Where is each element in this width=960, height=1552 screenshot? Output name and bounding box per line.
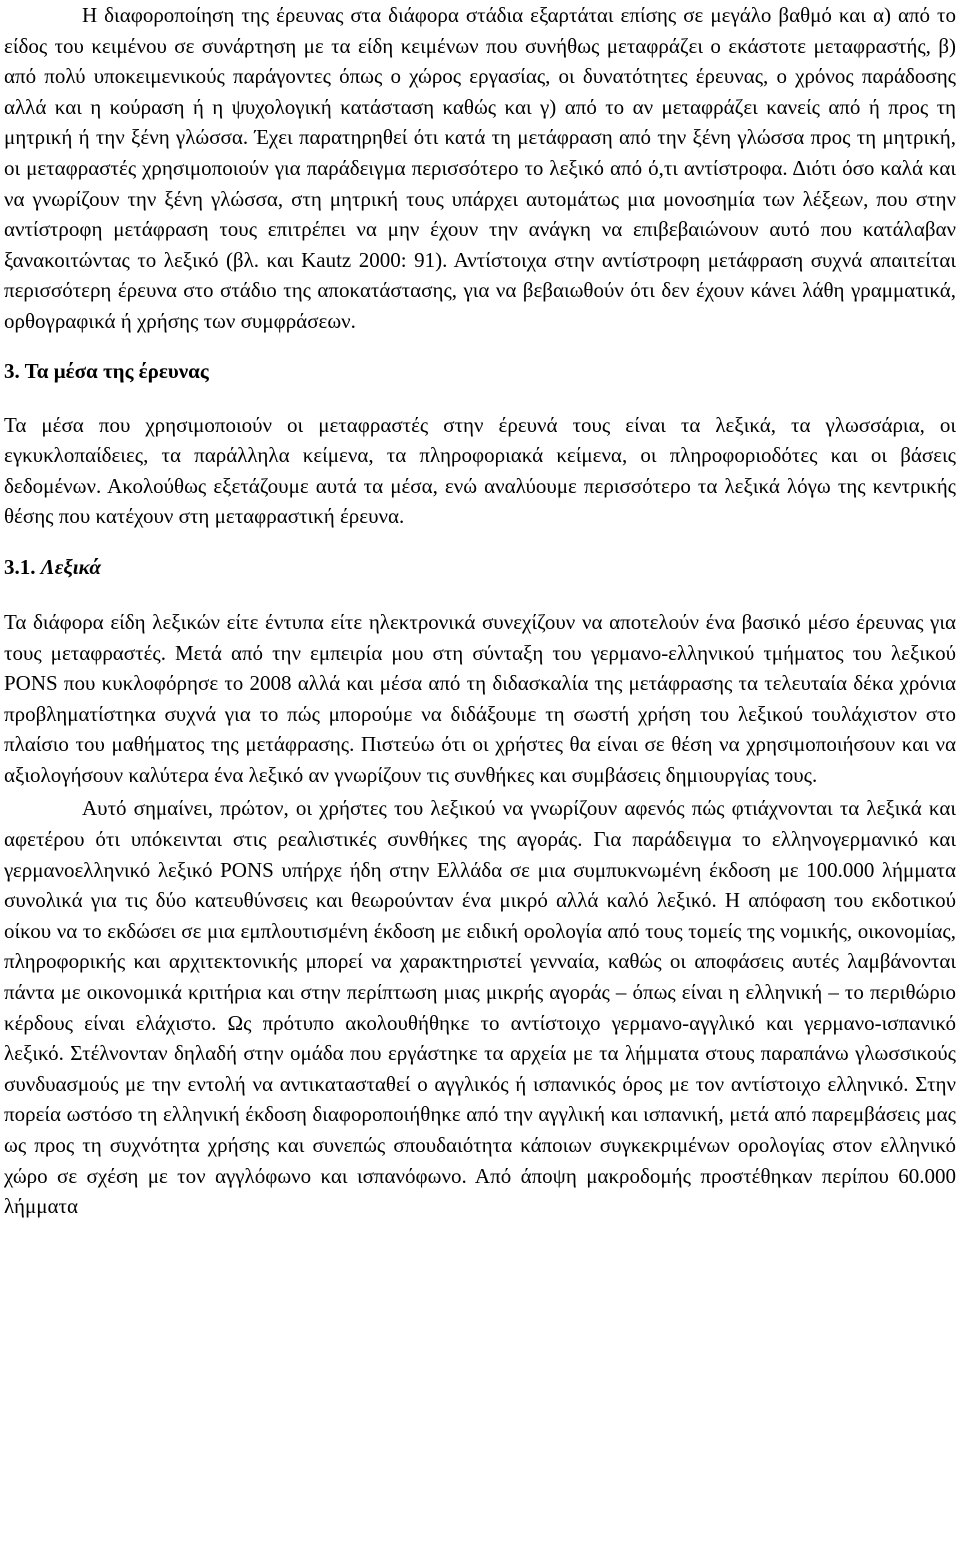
subsection-title: Λεξικά (40, 554, 101, 579)
paragraph-research-means: Τα μέσα που χρησιμοποιούν οι μεταφραστές στην έρευνά τους είναι τα λεξικά, τα γλωσσάρια, οι εγκυκλοπαίδειες, τα παράλληλα κείμενα, τα πληροφοριακά κείμενα, οι πληροφοριοδότες και οι βάσεις δεδομένων. Ακολούθως εξετάζουμε αυτά τα μέσα, ενώ αναλύουμε περισσότερο τα λεξικά λόγω της κεντρικής θέσης που κατέχουν στη μεταφραστική έρευνα. (4, 412, 956, 529)
paragraph-intro: Η διαφοροποίηση της έρευνας στα διάφορα στάδια εξαρτάται επίσης σε μεγάλο βαθμό και α) από το είδος του κειμένου σε συνάρτηση με τα είδη κειμένων που συνήθως μεταφράζει ο εκάστοτε μεταφραστής, β) από πολύ υποκειμενικούς παράγοντες όπως ο χώρος εργασίας, οι δυνατότητες έρευνας, ο χρόνος παράδοσης αλλά και η κούραση ή η ψυχολογική κατάσταση καθώς και γ) από το αν μεταφράζει κανείς από ή προς τη μητρική ή την ξένη γλώσσα. Έχει παρατηρηθεί ότι κατά τη μετάφραση από την ξένη γλώσσα προς τη μητρική, οι μεταφραστές χρησιμοποιούν για παράδειγμα περισσότερο το λεξικό από ό,τι αντίστροφα. Διότι όσο καλά και να γνωρίζουν την ξένη γλώσσα, στη μητρική τους υπάρχει αυτομάτως μια μονοσημία των λέξεων, που στην αντίστροφη μετάφραση τους επιτρέπει να μην έχουν την ανάγκη να επιβεβαιώνουν αυτό που κατάλαβαν ξανακοιτώντας το λεξικό (βλ. και Kautz 2000: 91). Αντίστοιχα στην αντίστροφη μετάφραση συχνά απαιτείται περισσότερη έρευνα στο στάδιο της αποκατάστασης, για να βεβαιωθούν ότι δεν έχουν κάνει λάθη γραμματικά, ορθογραφικά ή χρήσης των συμφράσεων. (4, 3, 956, 333)
subsection-number: 3.1. (4, 554, 36, 579)
section-number: 3. (4, 358, 20, 383)
section-heading-3 (4, 356, 956, 386)
section-title: Τα μέσα της έρευνας (24, 358, 209, 383)
paragraph-dictionaries: Τα διάφορα είδη λεξικών είτε έντυπα είτε ηλεκτρονικά συνεχίζουν να αποτελούν ένα βασικό μέσο έρευνας για τους μεταφραστές. Μετά από την εμπειρία μου στη σύνταξη του γερμανο-ελληνικού τμήματος του λεξικού PONS που κυκλοφόρησε το 2008 αλλά και μέσα από τη διδασκαλία της μετάφρασης τα τελευταία δέκα χρόνια προβληματίστηκα συχνά για το πώς μπορούμε να διδάξουμε τη σωστή χρήση του λεξικού τουλάχιστον στο πλαίσιο του μαθήματος της μετάφρασης. Πιστεύω ότι οι χρήστες θα είναι σε θέση να χρησιμοποιήσουν και να αξιολογήσουν καλύτερα ένα λεξικό αν γνωρίζουν τις συνθήκες και συμβάσεις δημιουργίας τους. (4, 609, 956, 787)
paragraph-pons-example: Αυτό σημαίνει, πρώτον, οι χρήστες του λεξικού να γνωρίζουν αφενός πώς φτιάχνονται τα λεξικά και αφετέρου ότι υπόκεινται στις ρεαλιστικές συνθήκες της αγοράς. Για παράδειγμα το ελληνογερμανικό και γερμανοελληνικό λεξικό PONS υπήρχε ήδη στην Ελλάδα σε μια συμπυκνωμένη έκδοση με 100.000 λήμματα συνολικά για τις δύο κατευθύνσεις και θεωρούνταν ένα μικρό αλλά καλό λεξικό. Η απόφαση του εκδοτικού οίκου να το εκδώσει σε μια εμπλουτισμένη έκδοση με ειδική ορολογία από τους τομείς της νομικής, οικονομίας, πληροφορικής και αρχιτεκτονικής μπορεί να χαρακτηριστεί γενναία, καθώς οι αποφάσεις αυτές λαμβάνονται πάντα με οικονομικά κριτήρια και στην περίπτωση μιας μικρής αγοράς – όπως είναι η ελληνική – το περιθώριο κέρδους είναι ελάχιστο. Ως πρότυπο ακολουθήθηκε το αντίστοιχο γερμανο-αγγλικό και γερμανο-ισπανικό λεξικό. Στέλνονταν δηλαδή στην ομάδα που εργάστηκε τα αρχεία με τα λήμματα στους παραπάνω γλωσσικούς συνδυασμούς με την εντολή να αντικατασταθεί ο αγγλικός ή ισπανικός όρος με τον αντίστοιχο ελληνικό. Στην πορεία ωστόσο τη ελληνική έκδοση διαφοροποιήθηκε από την αγγλική και ισπανική, μετά από παρεμβάσεις μας ως προς τη συχνότητα χρήσης και συνεπώς σπουδαιότητα κάποιων συγκεκριμένων ορολογίας στον ελληνικό χώρο σε σχέση με τον αγγλόφωνο και ισπανόφωνο. Από άποψη μακροδομής προστέθηκαν περίπου 60.000 λήμματα (4, 796, 956, 1219)
section-heading-3-1 (4, 552, 956, 582)
